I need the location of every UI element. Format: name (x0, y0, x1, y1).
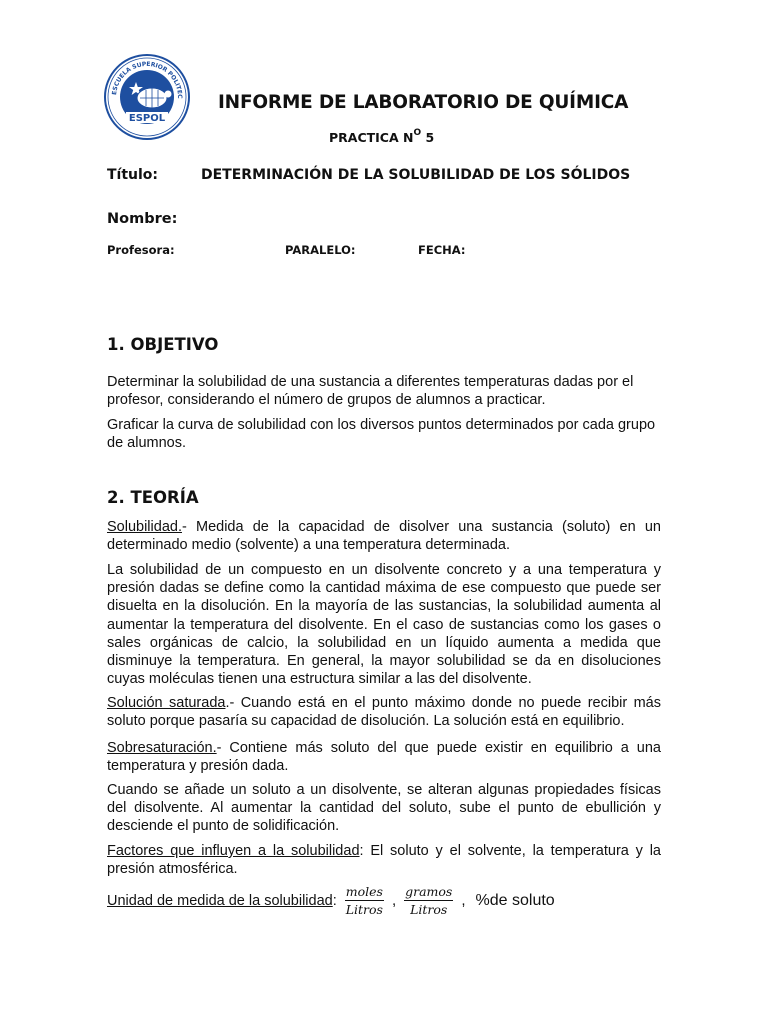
unit-separator-1: , (391, 892, 397, 909)
factores-paragraph (107, 842, 661, 878)
titulo-value: DETERMINACIÓN DE LA SOLUBILIDAD DE LOS SÓLIDOS (201, 167, 631, 183)
fecha-label: FECHA: (418, 243, 466, 257)
sobresaturacion-term: Sobresaturación. (107, 740, 217, 756)
percent-soluto: %de soluto (475, 891, 555, 909)
practica-label: PRACTICA N (329, 130, 414, 146)
objetivo-heading: 1. OBJETIVO (107, 335, 219, 354)
unidad-line (107, 884, 555, 917)
logo-brand: ESPOL (128, 113, 166, 124)
unit-separator-2: , (461, 892, 466, 909)
factores-term: Factores que influyen a la solubilidad (107, 843, 360, 859)
practica-superscript: O (413, 128, 422, 138)
solubilidad-term: Solubilidad. (107, 519, 182, 535)
unidad-colon: : (332, 892, 337, 909)
fraction-1-numerator: moles (345, 884, 383, 899)
unidad-term: Unidad de medida de la solubilidad (107, 892, 333, 909)
fraction-1-denominator: Litros (345, 902, 383, 917)
report-title: INFORME DE LABORATORIO DE QUÍMICA (218, 92, 629, 113)
teoria-heading: 2. TEORÍA (107, 488, 199, 507)
fraction-2-numerator: gramos (405, 884, 453, 899)
factores-definition: : El soluto y el solvente, la temperatura y la presión atmosférica. (107, 843, 661, 878)
solubilidad-paragraph (107, 518, 661, 554)
sobresaturacion-definition: - Contiene más soluto del que puede existir en equilibrio a una temperatura y presión dada. (107, 740, 661, 775)
nombre-label: Nombre: (107, 211, 178, 227)
profesora-label: Profesora: (107, 243, 175, 257)
saturada-definition: .- Cuando está en el punto máximo donde no puede recibir más soluto porque pasaría su capacidad de disolución. La solución está en equilibrio. (107, 695, 661, 730)
sobresaturacion-paragraph (107, 739, 661, 775)
fraction-2-denominator: Litros (410, 902, 448, 917)
fraction-moles-litros (345, 884, 384, 917)
saturada-term: Solución saturada (107, 695, 226, 711)
objetivo-paragraph-1: Determinar la solubilidad de una sustancia a diferentes temperaturas dadas por el profesor, considerando el número de grupos de alumnos a practicar. (107, 374, 634, 409)
solubilidad-general-paragraph: La solubilidad de un compuesto en un disolvente concreto y a una temperatura y presión dadas se define como la cantidad máxima de ese compuesto que puede ser disuelta en la disolución. En la mayoría de las sustancias, la solubilidad aumenta al aumentar la temperatura del disolvente. En el caso de sustancias como los gases o sales orgánicas de calcio, la solubilidad en un líquido aumenta a medida que disminuye la temperatura. En general, la mayor solubilidad se da en disoluciones cuyas moléculas tienen una estructura similar a las del disolvente. (107, 562, 661, 688)
soluto-paragraph: Cuando se añade un soluto a un disolvente, se alteran algunas propiedades físicas del disolvente. Al aumentar la cantidad del soluto, sube el punto de ebullición y desciende el punto de solidificación. (107, 782, 661, 835)
practice-number (329, 130, 434, 145)
saturada-paragraph (107, 694, 661, 730)
practica-num: 5 (421, 130, 435, 146)
fraction-gramos-litros (404, 884, 453, 917)
titulo-label: Título: (107, 167, 159, 183)
paralelo-label: PARALELO: (285, 243, 356, 257)
espol-logo (104, 54, 190, 140)
logo-ring-text: ESCUELA SUPERIOR POLITEC (111, 60, 184, 99)
objetivo-paragraph-2: Graficar la curva de solubilidad con los diversos puntos determinados por cada grupo de alumnos. (107, 417, 656, 452)
solubilidad-definition: - Medida de la capacidad de disolver una sustancia (soluto) en un determinado medio (solvente) a una temperatura determinada. (107, 519, 661, 554)
